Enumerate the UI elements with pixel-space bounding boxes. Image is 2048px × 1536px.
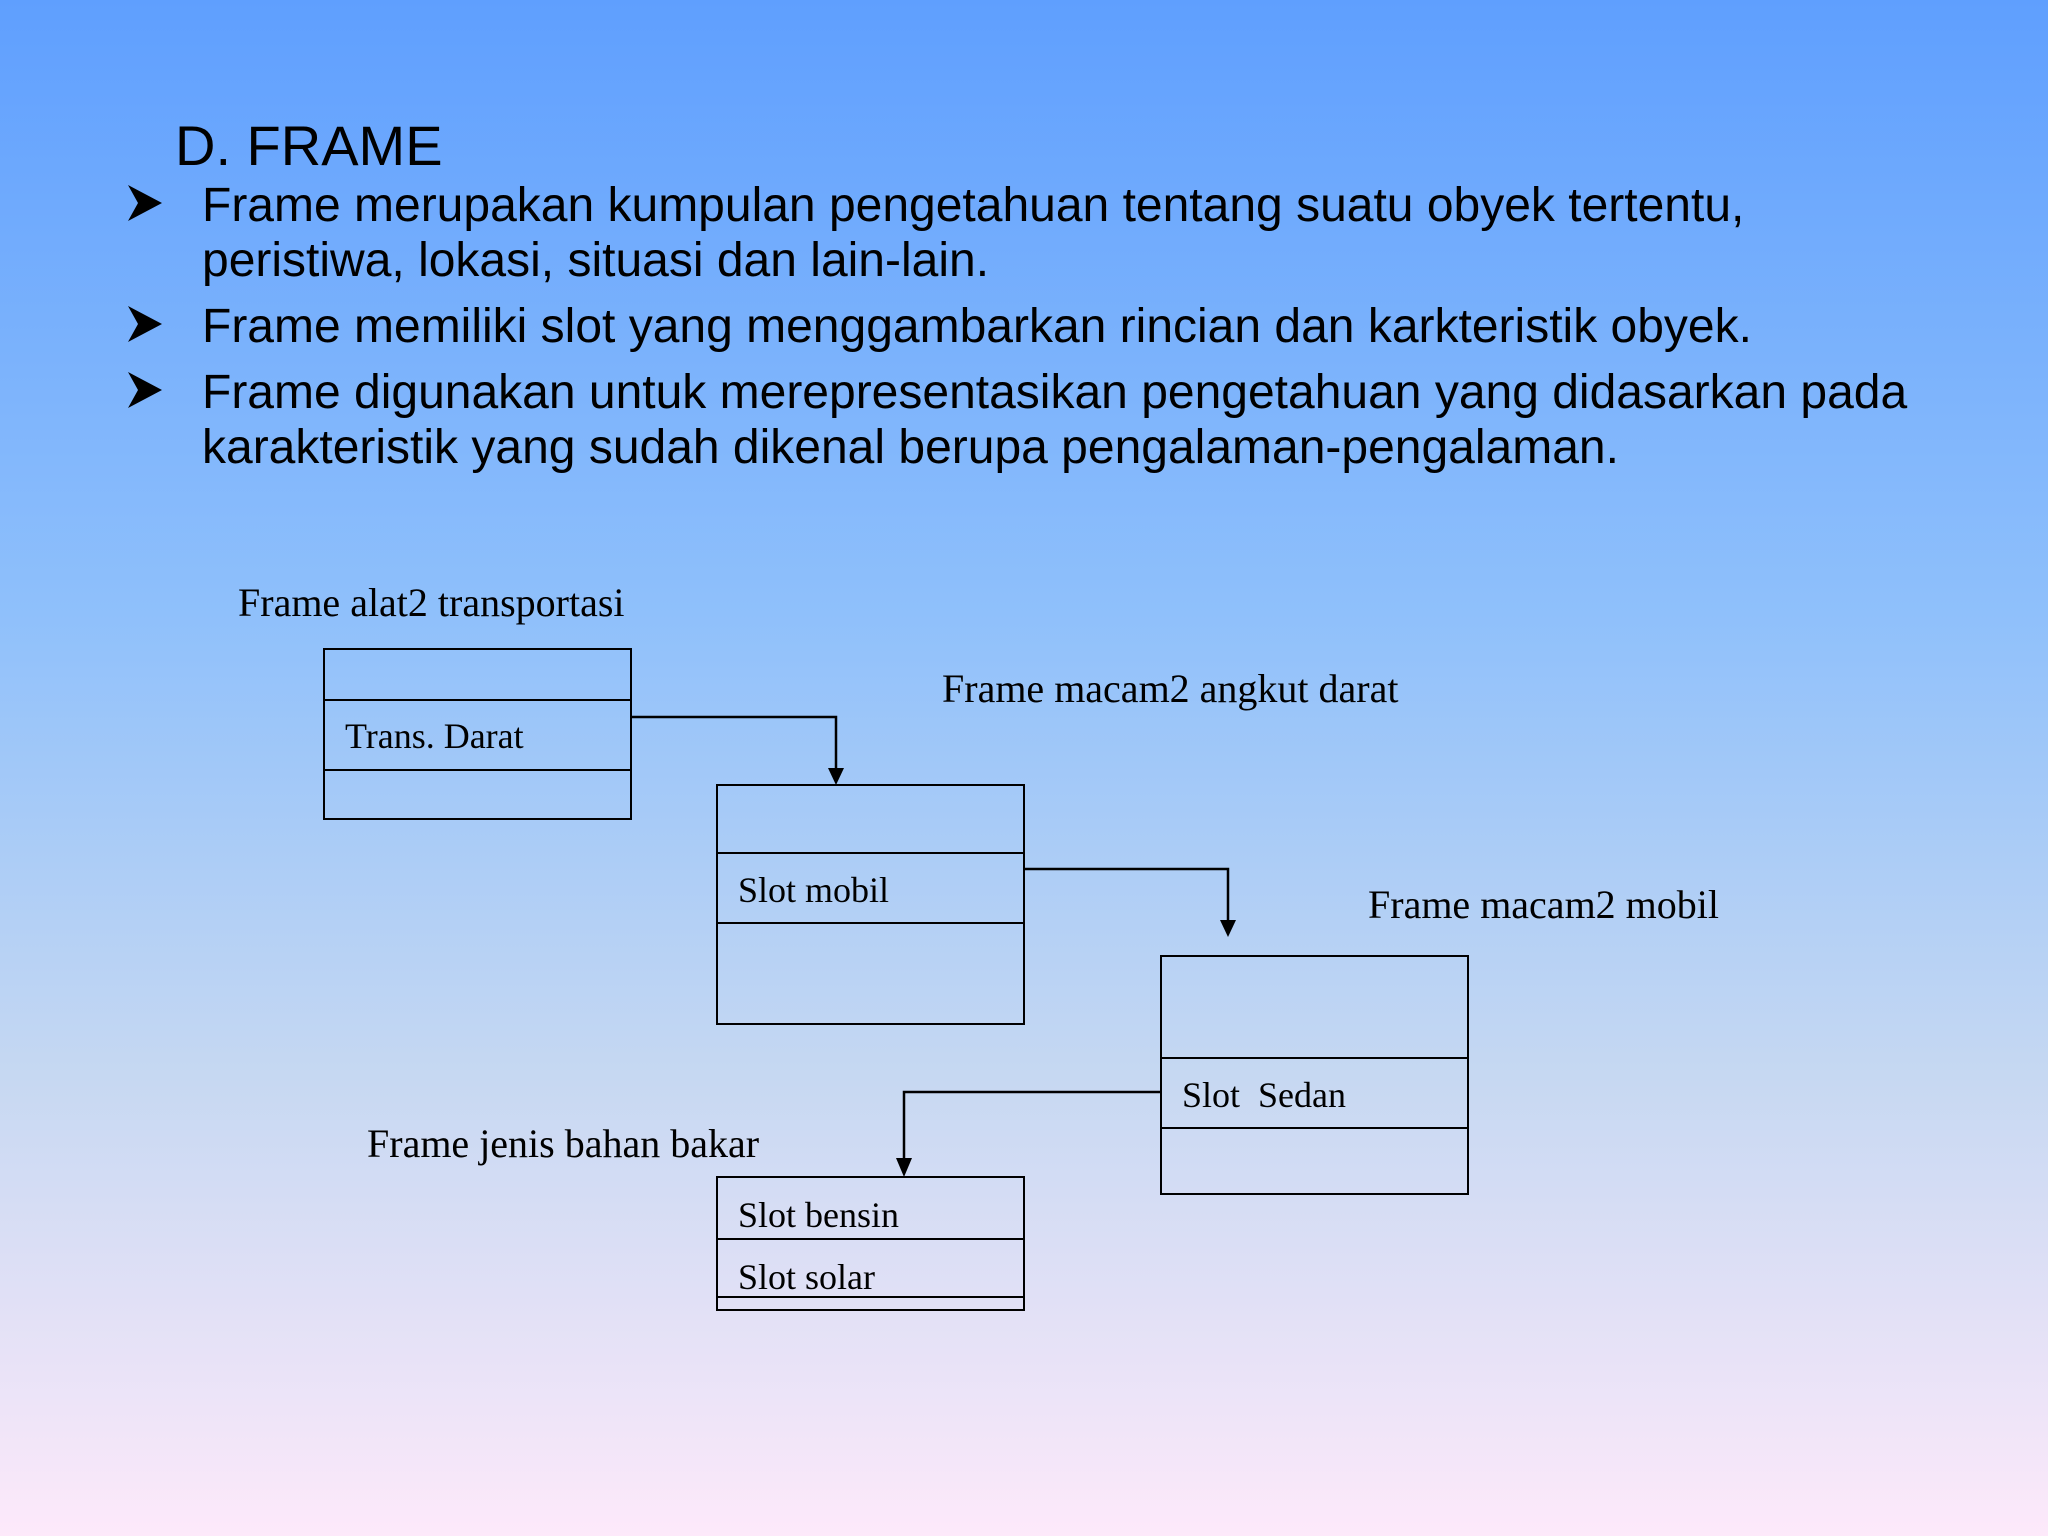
slot-solar: Slot solar xyxy=(738,1257,876,1297)
connector-arrow-2 xyxy=(1024,869,1236,937)
bullet-text: Frame memiliki slot yang menggambarkan rincian dan karkteristik obyek. xyxy=(202,300,1752,353)
slot-sedan: Slot Sedan xyxy=(1182,1075,1347,1115)
connector-arrow-1 xyxy=(631,717,844,785)
frame-bahan-bakar-label: Frame jenis bahan bakar xyxy=(367,1121,760,1166)
bullet-text: Frame digunakan untuk merepresentasikan pengetahuan yang didasarkan pada karakteristik yang sudah dikenal berupa pengalaman-pengalaman. xyxy=(202,366,1908,474)
frame-transportasi-label: Frame alat2 transportasi xyxy=(238,580,625,625)
slot-bensin: Slot bensin xyxy=(738,1195,900,1235)
slide-title: D. FRAME xyxy=(175,114,443,177)
frame-mobil-label: Frame macam2 mobil xyxy=(1368,882,1720,927)
connector-arrow-3 xyxy=(896,1092,1161,1177)
bullet-text: Frame merupakan kumpulan pengetahuan tentang suatu obyek tertentu, peristiwa, lokasi, situasi dan lain-lain. xyxy=(202,179,1745,287)
slot-mobil: Slot mobil xyxy=(738,870,890,910)
frame-angkut-darat-label: Frame macam2 angkut darat xyxy=(942,666,1399,711)
slot-trans-darat: Trans. Darat xyxy=(345,716,524,756)
